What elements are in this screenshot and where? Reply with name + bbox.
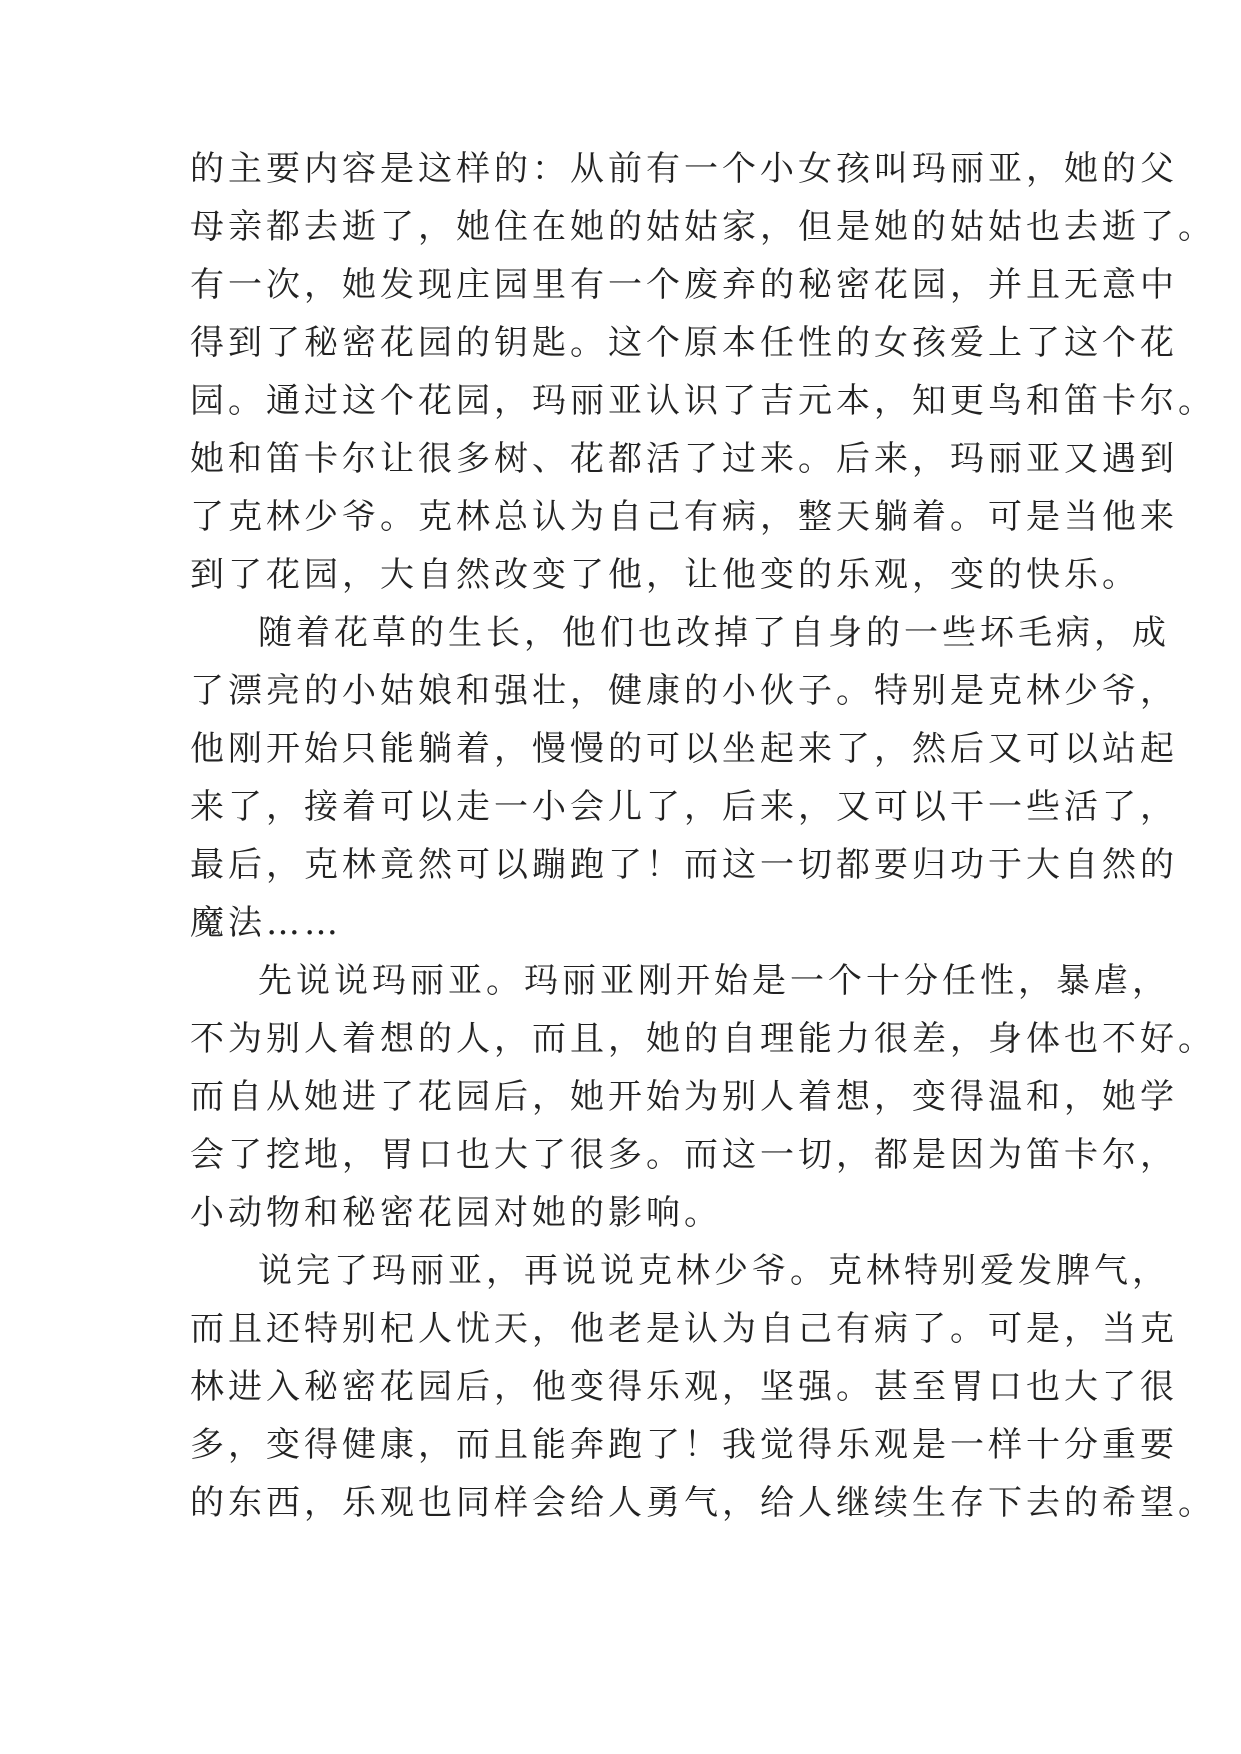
paragraph-line: 最后，克林竟然可以蹦跑了！而这一切都要归功于大自然的	[190, 845, 1178, 885]
paragraph-2	[190, 604, 1178, 952]
paragraph-1	[190, 140, 1216, 604]
paragraph-line: 会了挖地，胃口也大了很多。而这一切，都是因为笛卡尔，	[190, 1135, 1178, 1175]
paragraph-line: 随着花草的生长，他们也改掉了自身的一些坏毛病，成	[258, 613, 1170, 653]
paragraph-4	[190, 1242, 1216, 1532]
paragraph-3	[190, 952, 1216, 1242]
paragraph-line: 先说说玛丽亚。玛丽亚刚开始是一个十分任性，暴虐，	[258, 961, 1170, 1001]
paragraph-line: 了克林少爷。克林总认为自己有病，整天躺着。可是当他来	[190, 497, 1178, 537]
paragraph-line: 魔法……	[190, 903, 342, 943]
essay-body	[190, 140, 1216, 1532]
paragraph-line: 小动物和秘密花园对她的影响。	[190, 1193, 722, 1233]
paragraph-line: 到了花园，大自然改变了他，让他变的乐观，变的快乐。	[190, 555, 1140, 595]
paragraph-line: 多，变得健康，而且能奔跑了！我觉得乐观是一样十分重要	[190, 1425, 1178, 1465]
paragraph-line: 了漂亮的小姑娘和强壮，健康的小伙子。特别是克林少爷，	[190, 671, 1178, 711]
paragraph-line: 的主要内容是这样的：从前有一个小女孩叫玛丽亚，她的父	[190, 149, 1178, 189]
paragraph-line: 她和笛卡尔让很多树、花都活了过来。后来，玛丽亚又遇到	[190, 439, 1178, 479]
paragraph-line: 来了，接着可以走一小会儿了，后来，又可以干一些活了，	[190, 787, 1178, 827]
paragraph-line: 的东西，乐观也同样会给人勇气，给人继续生存下去的希望。	[190, 1483, 1216, 1523]
paragraph-line: 有一次，她发现庄园里有一个废弃的秘密花园，并且无意中	[190, 265, 1178, 305]
paragraph-line: 得到了秘密花园的钥匙。这个原本任性的女孩爱上了这个花	[190, 323, 1178, 363]
paragraph-line: 林进入秘密花园后，他变得乐观，坚强。甚至胃口也大了很	[190, 1367, 1178, 1407]
paragraph-line: 母亲都去逝了，她住在她的姑姑家，但是她的姑姑也去逝了。	[190, 207, 1216, 247]
paragraph-line: 而自从她进了花园后，她开始为别人着想，变得温和，她学	[190, 1077, 1178, 1117]
paragraph-line: 园。通过这个花园，玛丽亚认识了吉元本，知更鸟和笛卡尔。	[190, 381, 1216, 421]
paragraph-line: 他刚开始只能躺着，慢慢的可以坐起来了，然后又可以站起	[190, 729, 1178, 769]
paragraph-line: 而且还特别杞人忧天，他老是认为自己有病了。可是，当克	[190, 1309, 1178, 1349]
paragraph-line: 不为别人着想的人，而且，她的自理能力很差，身体也不好。	[190, 1019, 1216, 1059]
paragraph-line: 说完了玛丽亚，再说说克林少爷。克林特别爱发脾气，	[258, 1251, 1170, 1291]
